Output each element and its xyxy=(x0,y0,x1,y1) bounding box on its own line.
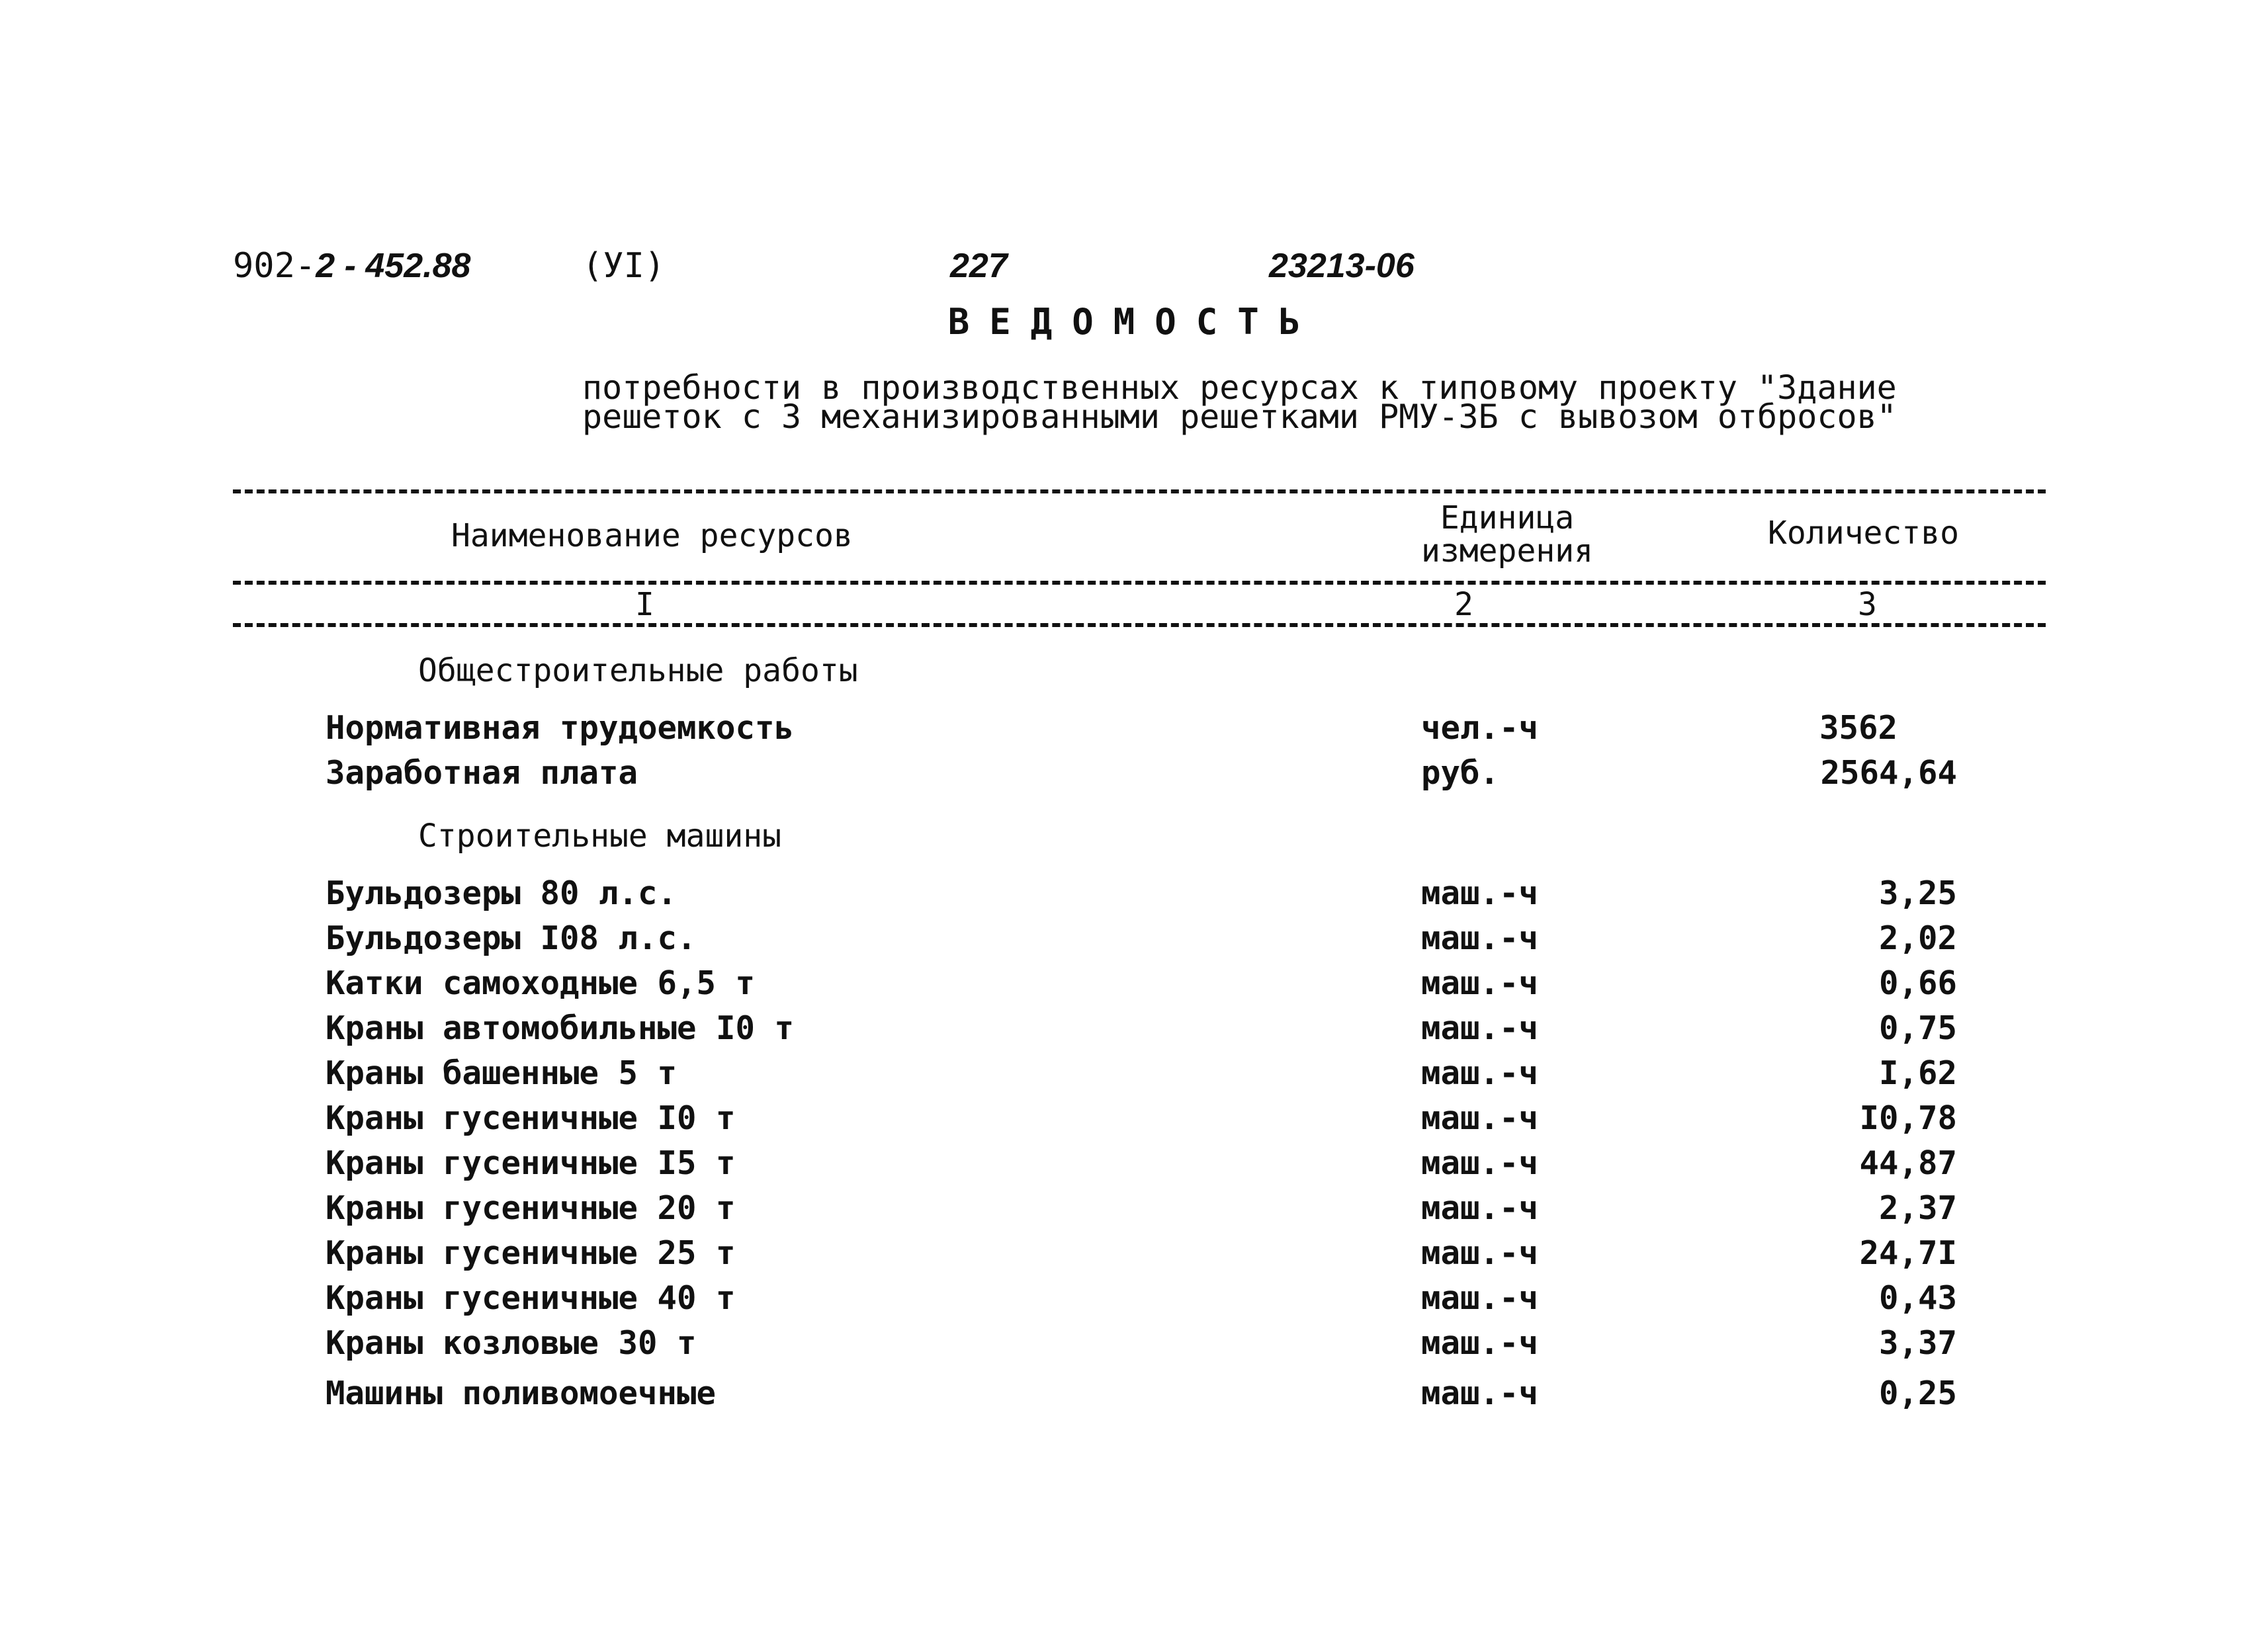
table-top-rule xyxy=(233,489,2046,493)
album-number: (УI) xyxy=(582,246,666,286)
resource-quantity: 3,25 xyxy=(1878,874,1957,912)
resource-name: Краны башенные 5 т xyxy=(326,1054,677,1092)
resource-name: Бульдозеры 80 л.с. xyxy=(326,874,677,912)
table-row xyxy=(0,1144,2268,1189)
subtitle-line-1: потребности в производственных ресурсах к типовому проекту "Здание xyxy=(582,368,1897,407)
table-row xyxy=(0,1009,2268,1054)
table-row xyxy=(0,919,2268,964)
resource-unit: чел.-ч xyxy=(1421,709,1539,747)
resource-quantity: 0,66 xyxy=(1878,964,1957,1002)
table-row xyxy=(0,1054,2268,1099)
document-title: ВЕДОМОСТЬ xyxy=(947,301,1321,343)
resource-unit: маш.-ч xyxy=(1421,1054,1539,1092)
resource-name: Нормативная трудоемкость xyxy=(326,709,795,747)
table-row xyxy=(0,964,2268,1009)
table-row xyxy=(0,709,2268,754)
project-code-prefix: 902- xyxy=(233,246,316,286)
table-row xyxy=(0,874,2268,919)
table-row xyxy=(0,1324,2268,1369)
column-header-unit-line-2: измерения xyxy=(1420,532,1594,569)
table-row xyxy=(0,1279,2268,1324)
table-numbers-rule xyxy=(233,623,2046,627)
resource-name: Катки самоходные 6,5 т xyxy=(326,964,756,1002)
column-header-unit-line-1: Единица xyxy=(1440,499,1575,536)
resource-quantity: 3,37 xyxy=(1878,1324,1957,1362)
page-number: 227 xyxy=(950,247,1008,285)
resource-quantity: 24,7I xyxy=(1859,1234,1957,1272)
document-number: 23213-06 xyxy=(1269,247,1415,285)
resource-quantity: 2,02 xyxy=(1878,919,1957,957)
resource-name: Краны козловые 30 т xyxy=(326,1324,697,1362)
table-row xyxy=(0,1234,2268,1279)
project-code-suffix: 2 - 452.88 xyxy=(316,247,471,285)
column-number-2: 2 xyxy=(1454,586,1473,623)
resource-name: Краны автомобильные I0 т xyxy=(326,1009,795,1047)
resource-quantity: 2,37 xyxy=(1878,1189,1957,1227)
column-number-1: I xyxy=(635,586,654,623)
resource-quantity: 0,43 xyxy=(1878,1279,1957,1317)
section-title-general: Общестроительные работы xyxy=(418,652,858,689)
resource-name: Краны гусеничные 25 т xyxy=(326,1234,736,1272)
resource-quantity: I0,78 xyxy=(1859,1099,1957,1137)
resource-unit: маш.-ч xyxy=(1421,1234,1539,1272)
resource-name: Краны гусеничные I5 т xyxy=(326,1144,736,1182)
resource-name: Краны гусеничные 40 т xyxy=(326,1279,736,1317)
resource-name: Заработная плата xyxy=(326,754,638,792)
column-header-name: Наименование ресурсов xyxy=(451,517,853,554)
column-number-3: 3 xyxy=(1858,586,1877,623)
resource-name: Краны гусеничные 20 т xyxy=(326,1189,736,1227)
table-row xyxy=(0,1099,2268,1144)
resource-quantity: 2564,64 xyxy=(1820,754,1957,792)
table-row xyxy=(0,754,2268,799)
section-title-machines: Строительные машины xyxy=(418,818,782,855)
column-header-quantity: Количество xyxy=(1768,515,1959,552)
resource-unit: маш.-ч xyxy=(1421,1009,1539,1047)
resource-quantity: 0,25 xyxy=(1878,1374,1957,1412)
resource-unit: маш.-ч xyxy=(1421,964,1539,1002)
resource-unit: маш.-ч xyxy=(1421,874,1539,912)
resource-unit: маш.-ч xyxy=(1421,1374,1539,1412)
subtitle-line-2: решеток с 3 механизированными решетками РМУ-3Б с вывозом отбросов" xyxy=(582,398,1897,436)
project-code xyxy=(233,246,470,286)
resource-unit: маш.-ч xyxy=(1421,1144,1539,1182)
table-row xyxy=(0,1189,2268,1234)
resource-name: Краны гусеничные I0 т xyxy=(326,1099,736,1137)
table-header-rule xyxy=(233,581,2046,585)
resource-quantity: 0,75 xyxy=(1878,1009,1957,1047)
resource-unit: маш.-ч xyxy=(1421,1324,1539,1362)
resource-unit: маш.-ч xyxy=(1421,1279,1539,1317)
resource-quantity: 44,87 xyxy=(1859,1144,1957,1182)
resource-unit: маш.-ч xyxy=(1421,919,1539,957)
resource-unit: маш.-ч xyxy=(1421,1099,1539,1137)
resource-name: Бульдозеры I08 л.с. xyxy=(326,919,697,957)
resource-unit: маш.-ч xyxy=(1421,1189,1539,1227)
resource-quantity: 3562 xyxy=(1819,709,1897,747)
resource-unit: руб. xyxy=(1421,754,1500,792)
resource-quantity: I,62 xyxy=(1878,1054,1957,1092)
table-row xyxy=(0,1374,2268,1419)
resource-name: Машины поливомоечные xyxy=(326,1374,717,1412)
column-header-unit xyxy=(1388,501,1626,568)
